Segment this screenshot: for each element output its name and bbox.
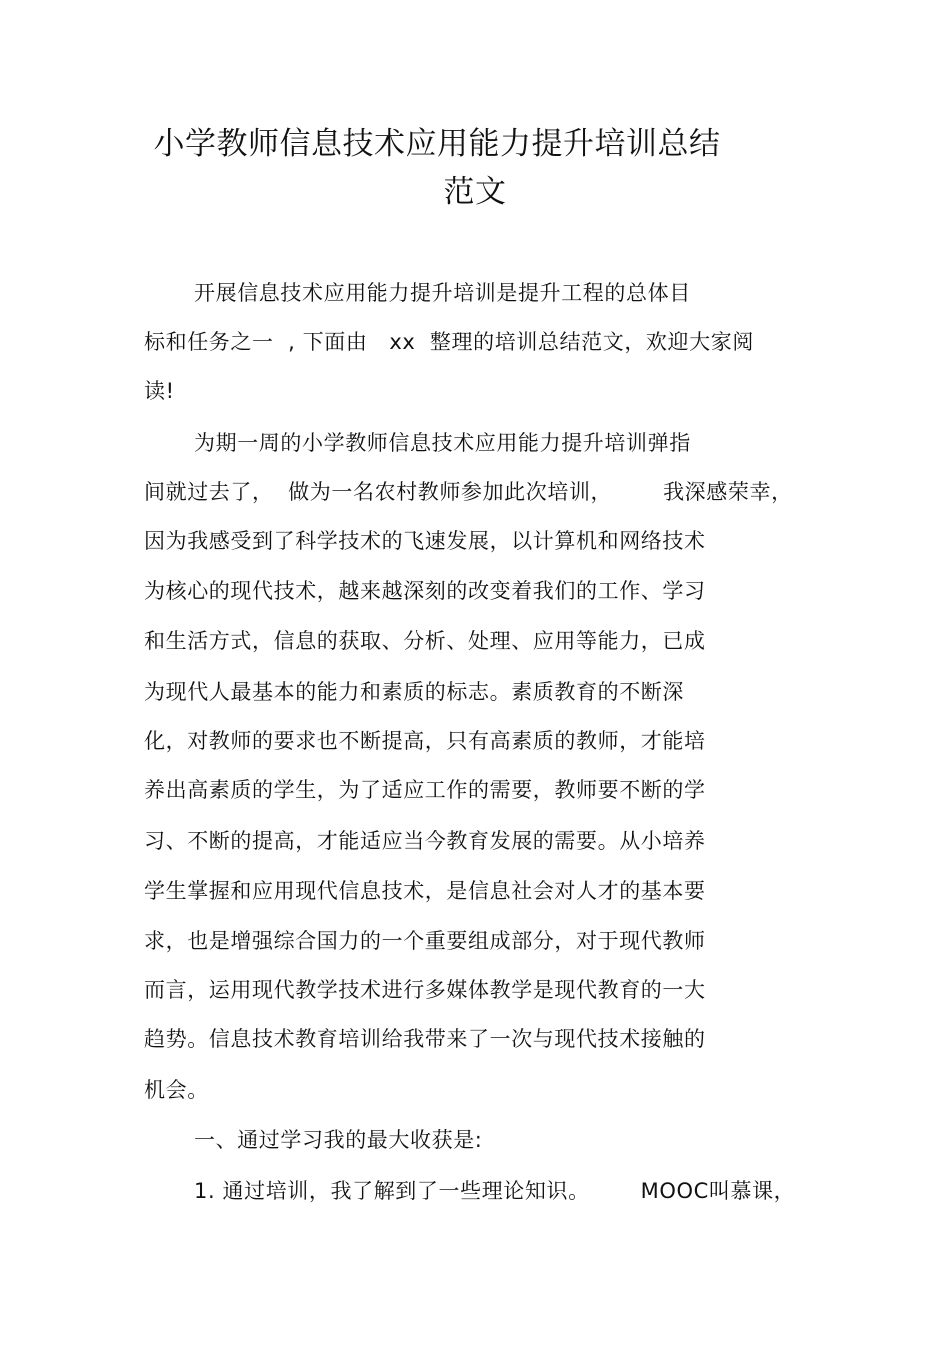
- paragraph-line: 开展信息技术应用能力提升培训是提升工程的总体目: [194, 281, 691, 305]
- paragraph-line: 而言，运用现代教学技术进行多媒体教学是现代教育的一大: [144, 978, 706, 1002]
- paragraph-line: 养出高素质的学生，为了适应工作的需要，教师要不断的学: [144, 778, 706, 802]
- paragraph-line: 为现代人最基本的能力和素质的标志。素质教育的不断深: [144, 680, 684, 704]
- paragraph-line: 化，对教师的要求也不断提高，只有高素质的教师，才能培: [144, 729, 706, 753]
- list-item: 1. 通过培训，我了解到了一些理论知识。 MOOC叫慕课，: [194, 1179, 796, 1203]
- section-heading: 一、通过学习我的最大收获是:: [194, 1128, 483, 1152]
- paragraph-line: 求，也是增强综合国力的一个重要组成部分，对于现代教师: [144, 929, 706, 953]
- paragraph-line: 因为我感受到了科学技术的飞速发展，以计算机和网络技术: [144, 529, 706, 553]
- paragraph-line: 间就过去了， 做为一名农村教师参加此次培训， 我深感荣幸，: [144, 480, 793, 504]
- paragraph-line: 机会。: [144, 1078, 209, 1102]
- paragraph-line: 习、不断的提高，才能适应当今教育发展的需要。从小培养: [144, 829, 706, 853]
- paragraph-line: 和生活方式，信息的获取、分析、处理、应用等能力，已成: [144, 629, 706, 653]
- paragraph-line: 读!: [144, 379, 175, 403]
- paragraph-line: 趋势。信息技术教育培训给我带来了一次与现代技术接触的: [144, 1027, 706, 1051]
- paragraph-line: 标和任务之一 , 下面由 xx 整理的培训总结范文，欢迎大家阅: [144, 330, 754, 354]
- paragraph-line: 为期一周的小学教师信息技术应用能力提升培训弹指: [194, 431, 691, 455]
- document-title-line-1: 小学教师信息技术应用能力提升培训总结: [153, 126, 721, 162]
- paragraph-line: 为核心的现代技术，越来越深刻的改变着我们的工作、学习: [144, 579, 706, 603]
- paragraph-line: 学生掌握和应用现代信息技术，是信息社会对人才的基本要: [144, 879, 706, 903]
- document-title-line-2: 范文: [443, 174, 507, 210]
